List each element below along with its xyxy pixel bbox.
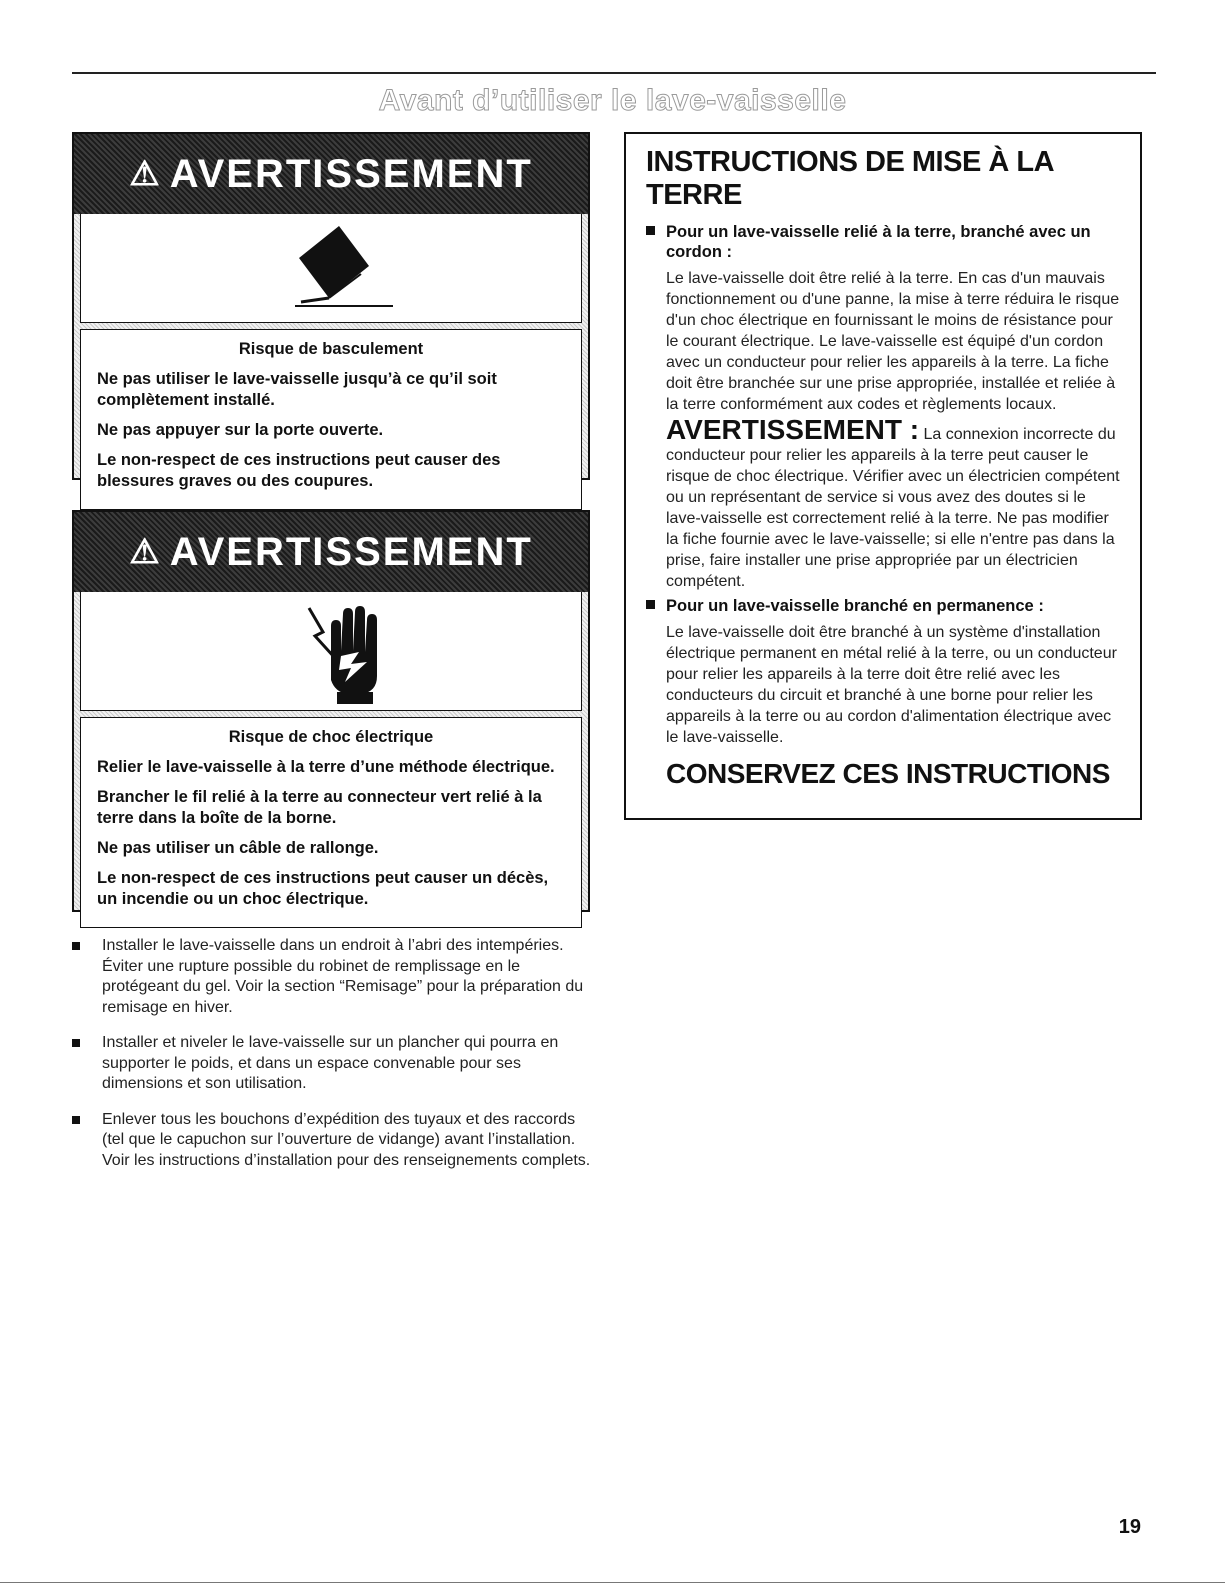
tip-over-icon-panel — [80, 214, 582, 323]
grounding-title: INSTRUCTIONS DE MISE À LA TERRE — [646, 146, 1053, 211]
electric-shock-icon-panel — [80, 592, 582, 711]
warning-body — [80, 329, 582, 510]
warning-message: Ne pas utiliser un câble de rallonge. — [97, 839, 379, 857]
grounding-warning-text: La connexion incorrecte du conducteur pour relier les appareils à la terre peut causer le risque de choc électrique. Vérifier avec un électricien compétent ou un représentant de service si vous avez des doutes si le lave-vaisselle est correctement relié à la terre. Ne pas modifier la fiche fournie avec le lave-vaisselle; si elle n'entre pas dans la prise, faire installer une prise appropriée par un électricien compétent. — [666, 426, 1120, 590]
warning-message: Brancher le fil relié à la terre au connecteur vert relié à la terre dans la boîte de la borne. — [97, 788, 542, 827]
electric-shock-hand-icon — [301, 596, 391, 706]
warning-message: Ne pas utiliser le lave-vaisselle jusqu’à ce qu’il soit complètement installé. — [97, 370, 497, 409]
warning-message: Ne pas appuyer sur la porte ouverte. — [97, 421, 384, 439]
bullet-square-icon — [72, 942, 80, 950]
list-item — [72, 1110, 592, 1172]
warning-header — [74, 134, 588, 214]
grounding-subheading-permanent — [646, 596, 1120, 616]
grounding-paragraph: Le lave-vaisselle doit être branché à un système d'installation électrique permanent en métal relié à la terre, ou un conducteur pour relier les appareils à la terre doit être relié avec les conducteurs du circuit et branché à une borne pour relier les appareils à la terre ou au cordon d'alimentation électrique avec le lave-vaisselle. — [666, 624, 1117, 746]
installation-notes-list — [72, 936, 592, 1186]
list-item-text: Installer le lave-vaisselle dans un endroit à l’abri des intempéries. Éviter une rupture possible du robinet de remplissage en le protégeant du gel. Voir la section “Remisage” pour la préparation du remisage en hiver. — [102, 937, 584, 1016]
list-item-text: Enlever tous les bouchons d’expédition des tuyaux et des raccords (tel que le capuchon sur l’ouverture de vidange) avant l’installation. Voir les instructions d’installation pour des renseignements complets. — [102, 1110, 591, 1169]
bottom-rule — [0, 1582, 1225, 1583]
grounding-subheading-text: Pour un lave-vaisselle branché en permanence : — [666, 597, 1044, 615]
grounding-warning-label: AVERTISSEMENT : — [666, 414, 920, 445]
grounding-paragraph: Le lave-vaisselle doit être relié à la terre. En cas d'un mauvais fonctionnement ou d'une panne, la mise à terre réduira le risque d'un choc électrique en fournissant le moins de résistance pour le courant électrique. Le lave-vaisselle est équipé d'un cordon avec un conducteur pour relier les appareils à la terre. La fiche doit être branchée sur une prise appropriée, installée et reliée à la terre conformément aux codes et règlements locaux. — [666, 270, 1120, 413]
bullet-square-icon — [72, 1039, 80, 1047]
warning-triangle-icon: ⚠ — [129, 533, 162, 571]
warning-triangle-icon: ⚠ — [129, 155, 162, 193]
page-title: Avant d’utiliser le lave-vaisselle — [378, 84, 847, 117]
warning-message: Le non-respect de ces instructions peut causer des blessures graves ou des coupures. — [97, 451, 501, 490]
hazard-title: Risque de choc électrique — [228, 728, 434, 746]
warning-body — [80, 717, 582, 928]
grounding-subheading-cord — [646, 222, 1120, 262]
bullet-square-icon — [646, 226, 655, 235]
grounding-instructions-box — [624, 132, 1142, 820]
list-item — [72, 936, 592, 1018]
page-number: 19 — [1118, 1516, 1141, 1538]
grounding-subheading-text: Pour un lave-vaisselle relié à la terre, branché avec un cordon : — [666, 223, 1091, 261]
bullet-square-icon — [72, 1116, 80, 1124]
hazard-title: Risque de basculement — [238, 340, 424, 358]
bullet-square-icon — [646, 600, 655, 609]
list-item — [72, 1033, 592, 1095]
top-rule — [72, 72, 1156, 74]
warning-message: Relier le lave-vaisselle à la terre d’une méthode électrique. — [97, 758, 555, 776]
save-instructions-heading: CONSERVEZ CES INSTRUCTIONS — [666, 758, 1110, 789]
grounding-warning — [666, 414, 1120, 592]
warning-header — [74, 512, 588, 592]
tip-over-icon — [281, 218, 401, 318]
warning-box-tip-over — [72, 132, 590, 490]
list-item-text: Installer et niveler le lave-vaisselle sur un plancher qui pourra en supporter le poids, et dans un espace convenable pour ses dimensions et son utilisation. — [102, 1034, 559, 1092]
warning-box-electric-shock — [72, 510, 590, 912]
warning-message: Le non-respect de ces instructions peut causer un décès, un incendie ou un choc électrique. — [97, 869, 549, 908]
warning-heading: AVERTISSEMENT — [169, 151, 533, 196]
warning-heading: AVERTISSEMENT — [169, 529, 533, 574]
